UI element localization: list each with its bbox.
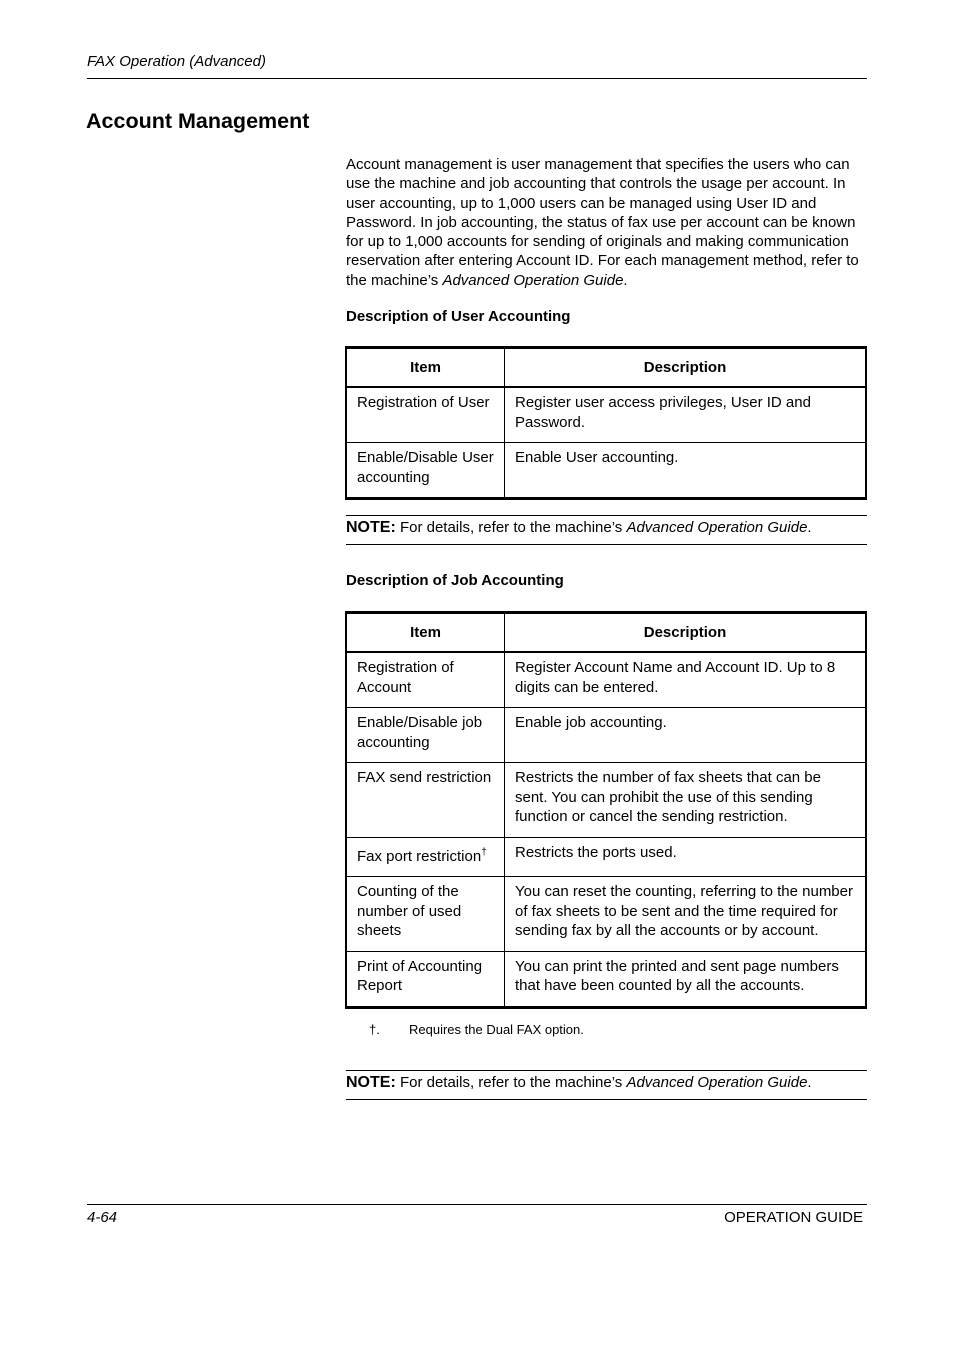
- description-cell: You can print the printed and sent page numbers that have been counted by all the accounts.: [505, 951, 867, 1007]
- item-cell: Print of Accounting Report: [346, 951, 505, 1007]
- column-header-item: Item: [346, 613, 505, 653]
- page-number: 4-64: [87, 1209, 118, 1226]
- user-accounting-heading: Description of User Accounting: [346, 308, 571, 325]
- table-header-row: [346, 348, 866, 388]
- footnote-text: Requires the Dual FAX option.: [409, 1022, 584, 1037]
- note-label: NOTE:: [346, 519, 396, 536]
- note-text-end: .: [807, 1074, 812, 1091]
- description-cell: Register Account Name and Account ID. Up to 8 digits can be entered.: [505, 652, 867, 708]
- table-row: [346, 877, 866, 952]
- item-cell: Enable/Disable job accounting: [346, 708, 505, 763]
- note-text-end: .: [807, 519, 812, 536]
- header-rule: [87, 78, 867, 79]
- column-header-description: Description: [505, 613, 867, 653]
- column-header-item: Item: [346, 348, 505, 388]
- note-text: For details, refer to the machine’s: [395, 519, 627, 536]
- item-cell: [346, 837, 505, 877]
- note-text: For details, refer to the machine’s: [395, 1074, 627, 1091]
- item-cell: Counting of the number of used sheets: [346, 877, 505, 952]
- table-header-row: [346, 613, 866, 653]
- footnote-reference: †: [481, 846, 487, 858]
- running-header: FAX Operation (Advanced): [87, 53, 266, 70]
- item-cell: FAX send restriction: [346, 763, 505, 838]
- note-box: [346, 515, 867, 545]
- note-guide-name: Advanced Operation Guide: [626, 519, 808, 536]
- page-title: Account Management: [86, 109, 310, 133]
- user-accounting-table: [345, 346, 867, 500]
- table-row: [346, 951, 866, 1007]
- description-cell: Restricts the ports used.: [505, 837, 867, 877]
- table-row: [346, 387, 866, 443]
- description-cell: Restricts the number of fax sheets that can be sent. You can prohibit the use of this sending function or cancel the sending restriction.: [505, 763, 867, 838]
- intro-text: Account management is user management that specifies the users who can use the machine and job accounting that controls the usage per account. In user accounting, up to 1,000 users can be managed using User ID and Password. In job accounting, the status of fax use per account can be known for up to 1,000 accounts for sending of originals and making communication reservation after entering Account ID. For each management method, refer to the machine’s: [346, 156, 859, 289]
- table-row: [346, 443, 866, 499]
- intro-text-end: .: [623, 271, 628, 289]
- job-accounting-table: [345, 611, 867, 1009]
- table-footnote: [369, 1022, 584, 1037]
- table-row: [346, 652, 866, 708]
- footnote-mark: †.: [369, 1022, 380, 1037]
- column-header-description: Description: [505, 348, 867, 388]
- intro-paragraph: [346, 155, 867, 290]
- table-row: [346, 763, 866, 838]
- job-accounting-heading: Description of Job Accounting: [346, 572, 564, 589]
- description-cell: You can reset the counting, referring to the number of fax sheets to be sent and the time required for sending fax by all the accounts or by account.: [505, 877, 867, 952]
- table-row: [346, 708, 866, 763]
- footer-rule: [87, 1204, 867, 1205]
- table-row: [346, 837, 866, 877]
- item-cell: Registration of Account: [346, 652, 505, 708]
- item-cell: Registration of User: [346, 387, 505, 443]
- description-cell: Enable job accounting.: [505, 708, 867, 763]
- guide-name-footer: OPERATION GUIDE: [724, 1209, 863, 1226]
- intro-guide-name: Advanced Operation Guide: [442, 271, 624, 289]
- description-cell: Register user access privileges, User ID and Password.: [505, 387, 867, 443]
- note-label: NOTE:: [346, 1074, 396, 1091]
- item-cell: Enable/Disable User accounting: [346, 443, 505, 499]
- note-box: [346, 1070, 867, 1100]
- description-cell: Enable User accounting.: [505, 443, 867, 499]
- note-guide-name: Advanced Operation Guide: [626, 1074, 808, 1091]
- item-text: Fax port restriction: [357, 847, 482, 865]
